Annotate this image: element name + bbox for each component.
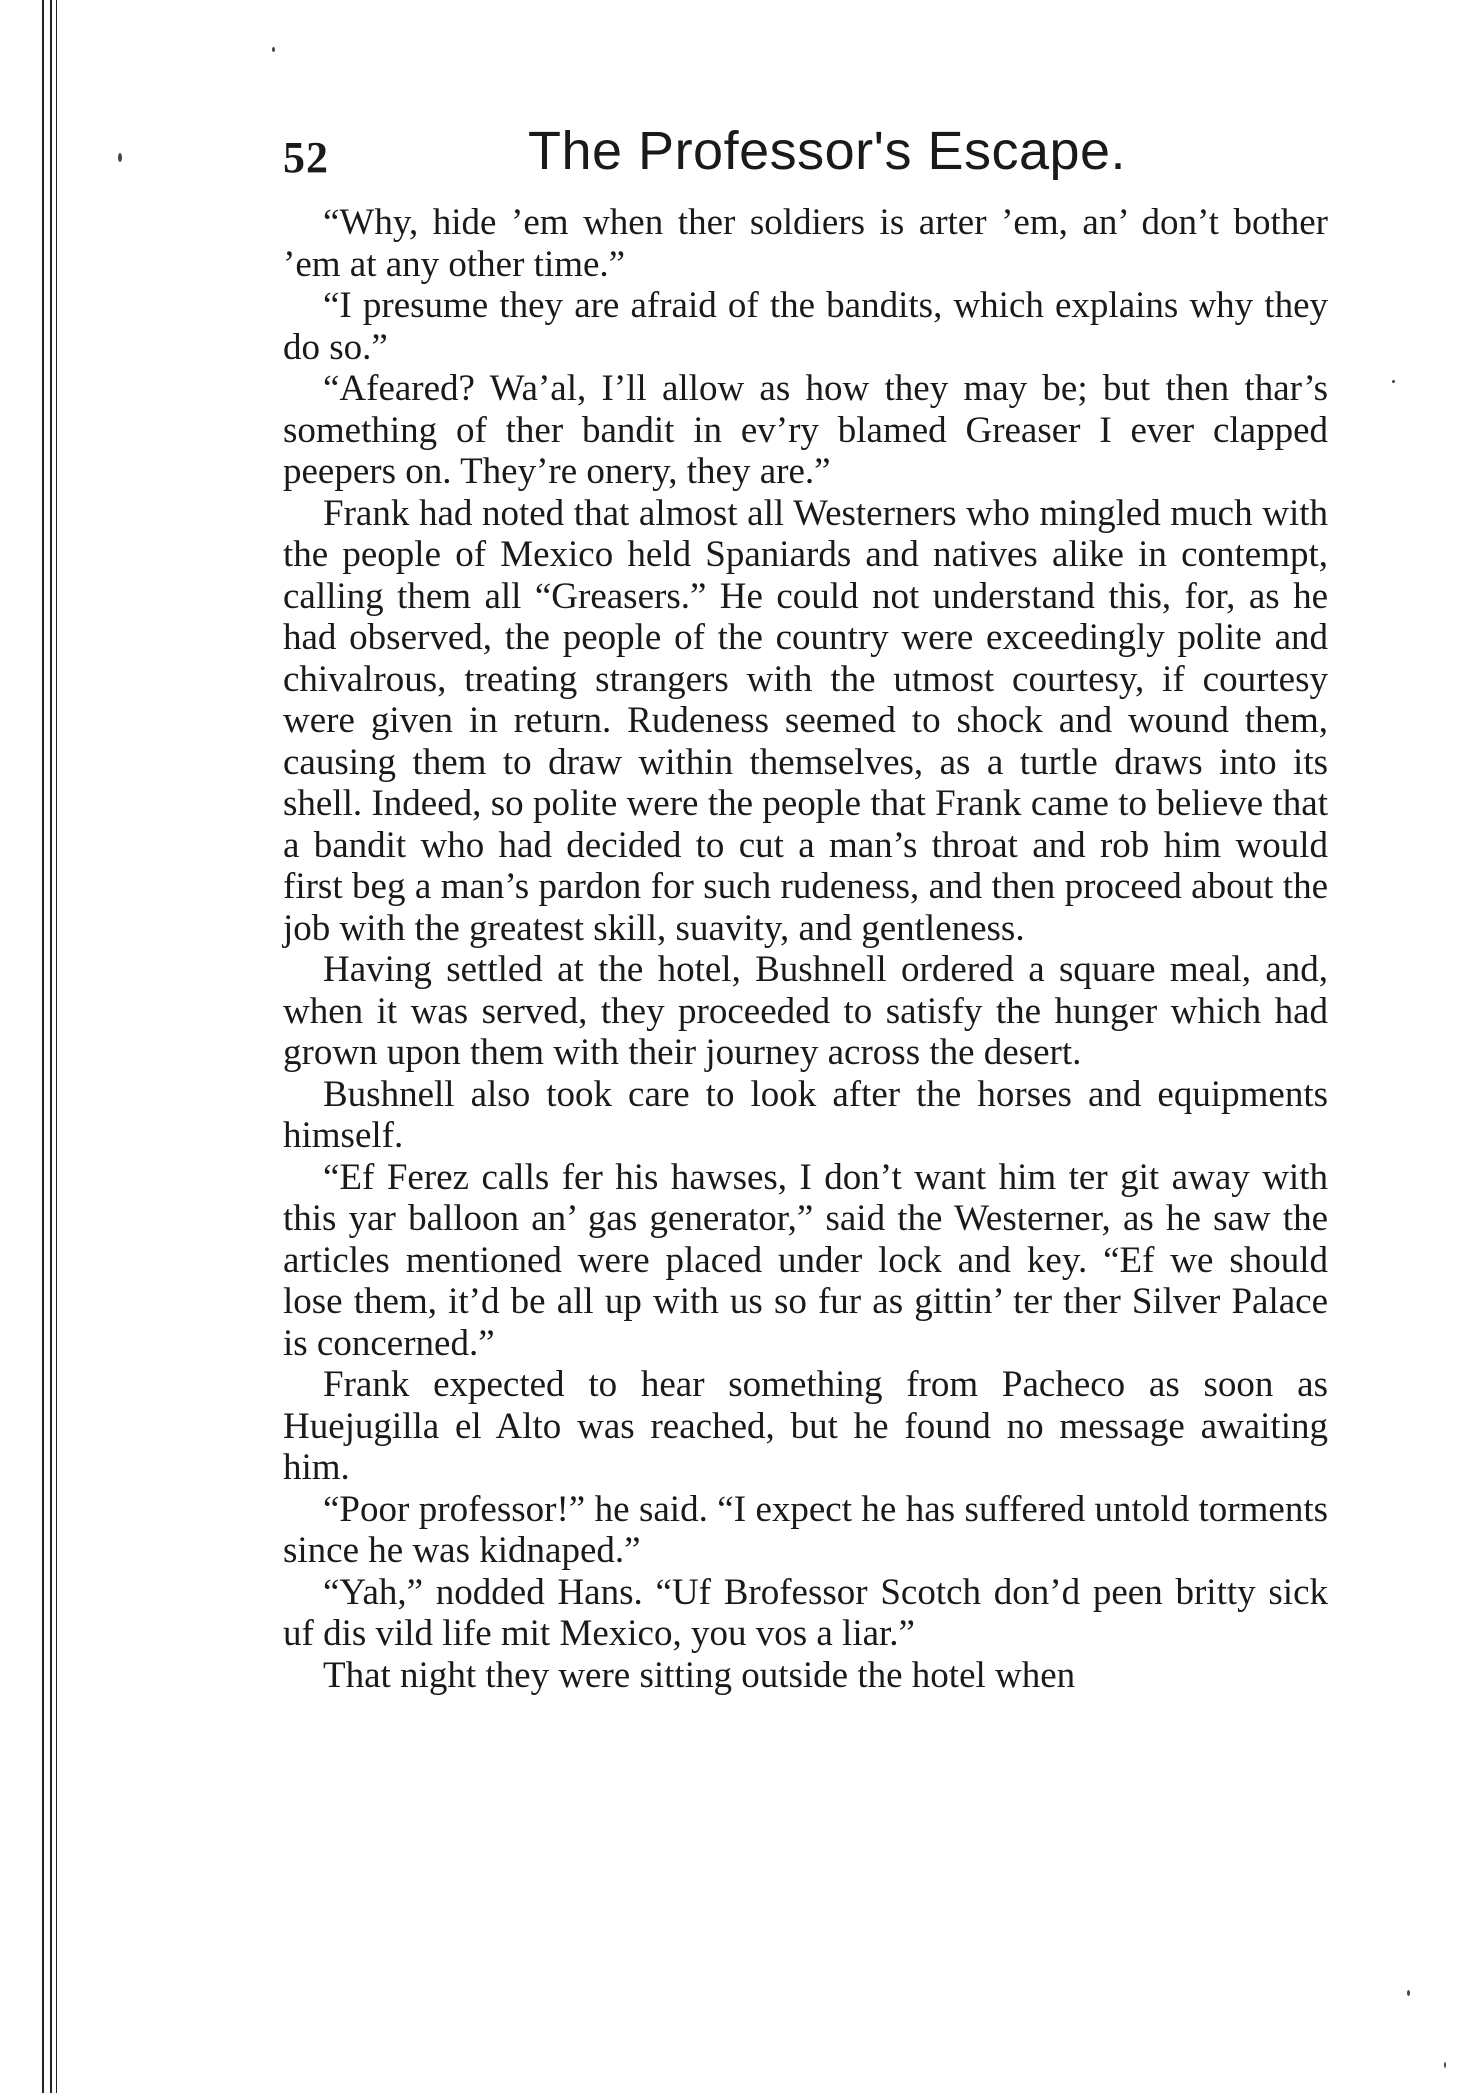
page-header: [283, 118, 1328, 202]
ink-speck: [1407, 1990, 1410, 1996]
book-page: [283, 118, 1328, 1696]
paragraph: “Yah,” nodded Hans. “Uf Brofessor Scotch don’d peen britty sick uf dis vild life mit Mexico, you vos a liar.”: [283, 1571, 1328, 1654]
paragraph: That night they were sitting outside the hotel when: [323, 1654, 1076, 1696]
ink-speck: [1392, 380, 1395, 383]
binding-edge-line: [56, 0, 57, 2093]
binding-edge-line: [42, 0, 44, 2093]
running-head-title: The Professor's Escape.: [528, 121, 1127, 181]
paragraph: “I presume they are afraid of the bandits, which explains why they do so.”: [283, 285, 1328, 368]
paragraph: “Why, hide ’em when ther soldiers is arter ’em, an’ don’t bother ’em at any other time.”: [283, 202, 1328, 285]
paragraph: “Poor professor!” he said. “I expect he has suffered untold torments since he was kidnaped.”: [283, 1488, 1328, 1571]
ink-speck: [118, 153, 122, 162]
paragraph: Having settled at the hotel, Bushnell ordered a square meal, and, when it was served, they proceeded to satisfy the hunger which had grown upon them with their journey across the desert.: [283, 949, 1328, 1073]
paragraph: Bushnell also took care to look after the horses and equipments himself.: [283, 1073, 1328, 1156]
ink-speck: [1444, 2062, 1446, 2068]
paragraph: Frank expected to hear something from Pacheco as soon as Huejugilla el Alto was reached, but he found no message awaiting him.: [283, 1364, 1328, 1488]
body-text: [283, 202, 1328, 1696]
binding-edge-line: [50, 0, 52, 2093]
paragraph: Frank had noted that almost all Westerners who mingled much with the people of Mexico held Spaniards and natives alike in contempt, calling them all “Greasers.” He could not understand this, for, as he had observed, the people of the country were exceedingly polite and chivalrous, treating strangers with the utmost courtesy, if courtesy were given in return. Rudeness seemed to shock and wound them, causing them to draw within themselves, as a turtle draws into its shell. Indeed, so polite were the people that Frank came to believe that a bandit who had decided to cut a man’s throat and rob him would first beg a man’s pardon for such rudeness, and then proceed about the job with the greatest skill, suavity, and gentleness.: [283, 492, 1328, 949]
page-number: 52: [283, 133, 329, 182]
paragraph: “Afeared? Wa’al, I’ll allow as how they may be; but then thar’s something of ther bandit in ev’ry blamed Greaser I ever clapped peepers on. They’re onery, they are.”: [283, 368, 1328, 492]
ink-speck: [272, 47, 275, 52]
paragraph: “Ef Ferez calls fer his hawses, I don’t want him ter git away with this yar balloon an’ gas generator,” said the Westerner, as he saw the articles mentioned were placed under lock and key. “Ef we should lose them, it’d be all up with us so fur as gittin’ ter ther Silver Palace is concerned.”: [283, 1156, 1328, 1364]
